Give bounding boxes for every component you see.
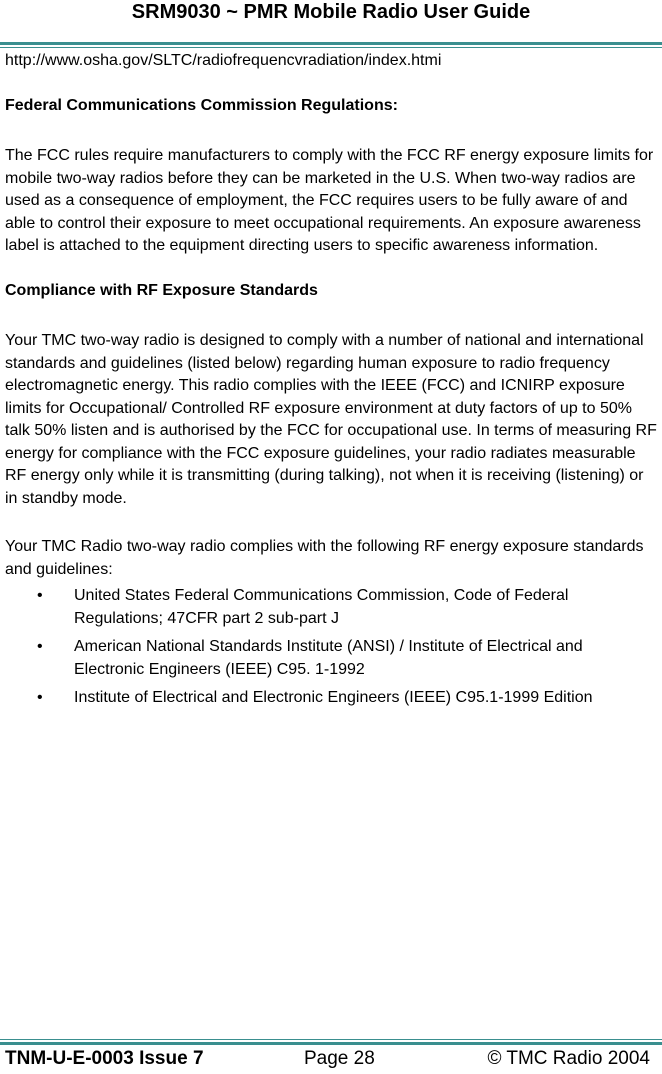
- osha-url-text: http://www.osha.gov/SLTC/radiofrequencvradiation/index.htmi: [5, 52, 442, 69]
- footer-divider: [0, 1039, 662, 1045]
- footer-doc-id: TNM-U-E-0003 Issue 7: [5, 1048, 204, 1069]
- page-content: [5, 50, 657, 716]
- standard-text: American National Standards Institute (ANSI) / Institute of Electrical and Electronic Engineers (IEEE) C95. 1-1992: [74, 638, 583, 678]
- list-item: [5, 585, 657, 630]
- fcc-regulations-paragraph: The FCC rules require manufacturers to comply with the FCC RF energy exposure limits for mobile two-way radios before they can be marketed in the U.S. When two-way radios are used as a consequence of employment, the FCC requires users to be fully aware of and able to control their exposure to meet occupational requirements. An exposure awareness label is attached to the equipment directing users to specific awareness information.: [5, 147, 654, 254]
- list-item: [5, 636, 657, 681]
- footer-page-number: Page 28: [304, 1048, 375, 1069]
- bullet-icon: •: [37, 689, 43, 706]
- page-header-title: SRM9030 ~ PMR Mobile Radio User Guide: [131, 1, 531, 23]
- compliance-paragraph: Your TMC two-way radio is designed to comply with a number of national and international standards and guidelines (listed below) regarding human exposure to radio frequency electromagnetic energy. This radio complies with the IEEE (FCC) and ICNIRP exposure limits for Occupational/ Controlled RF exposure environment at duty factors of up to 50% talk 50% listen and is authorised by the FCC for occupational use. In terms of measuring RF energy for compliance with the FCC exposure guidelines, your radio radiates measurable RF energy only while it is transmitting (during talking), not when it is receiving (listening) or in standby mode.: [5, 332, 657, 507]
- standard-text: Institute of Electrical and Electronic Engineers (IEEE) C95.1-1999 Edition: [74, 689, 593, 706]
- standard-text: United States Federal Communications Commission, Code of Federal Regulations; 47CFR part 2 sub-part J: [74, 587, 569, 627]
- bullet-icon: •: [37, 587, 43, 604]
- bullet-icon: •: [37, 638, 43, 655]
- fcc-regulations-heading: Federal Communications Commission Regulations:: [5, 96, 398, 114]
- standards-intro-paragraph: Your TMC Radio two-way radio complies with the following RF energy exposure standards and guidelines:: [5, 538, 644, 578]
- standards-list: [5, 585, 657, 710]
- header-divider: [0, 42, 662, 48]
- list-item: [5, 687, 657, 710]
- compliance-heading: Compliance with RF Exposure Standards: [5, 281, 318, 299]
- footer-copyright: © TMC Radio 2004: [487, 1048, 650, 1069]
